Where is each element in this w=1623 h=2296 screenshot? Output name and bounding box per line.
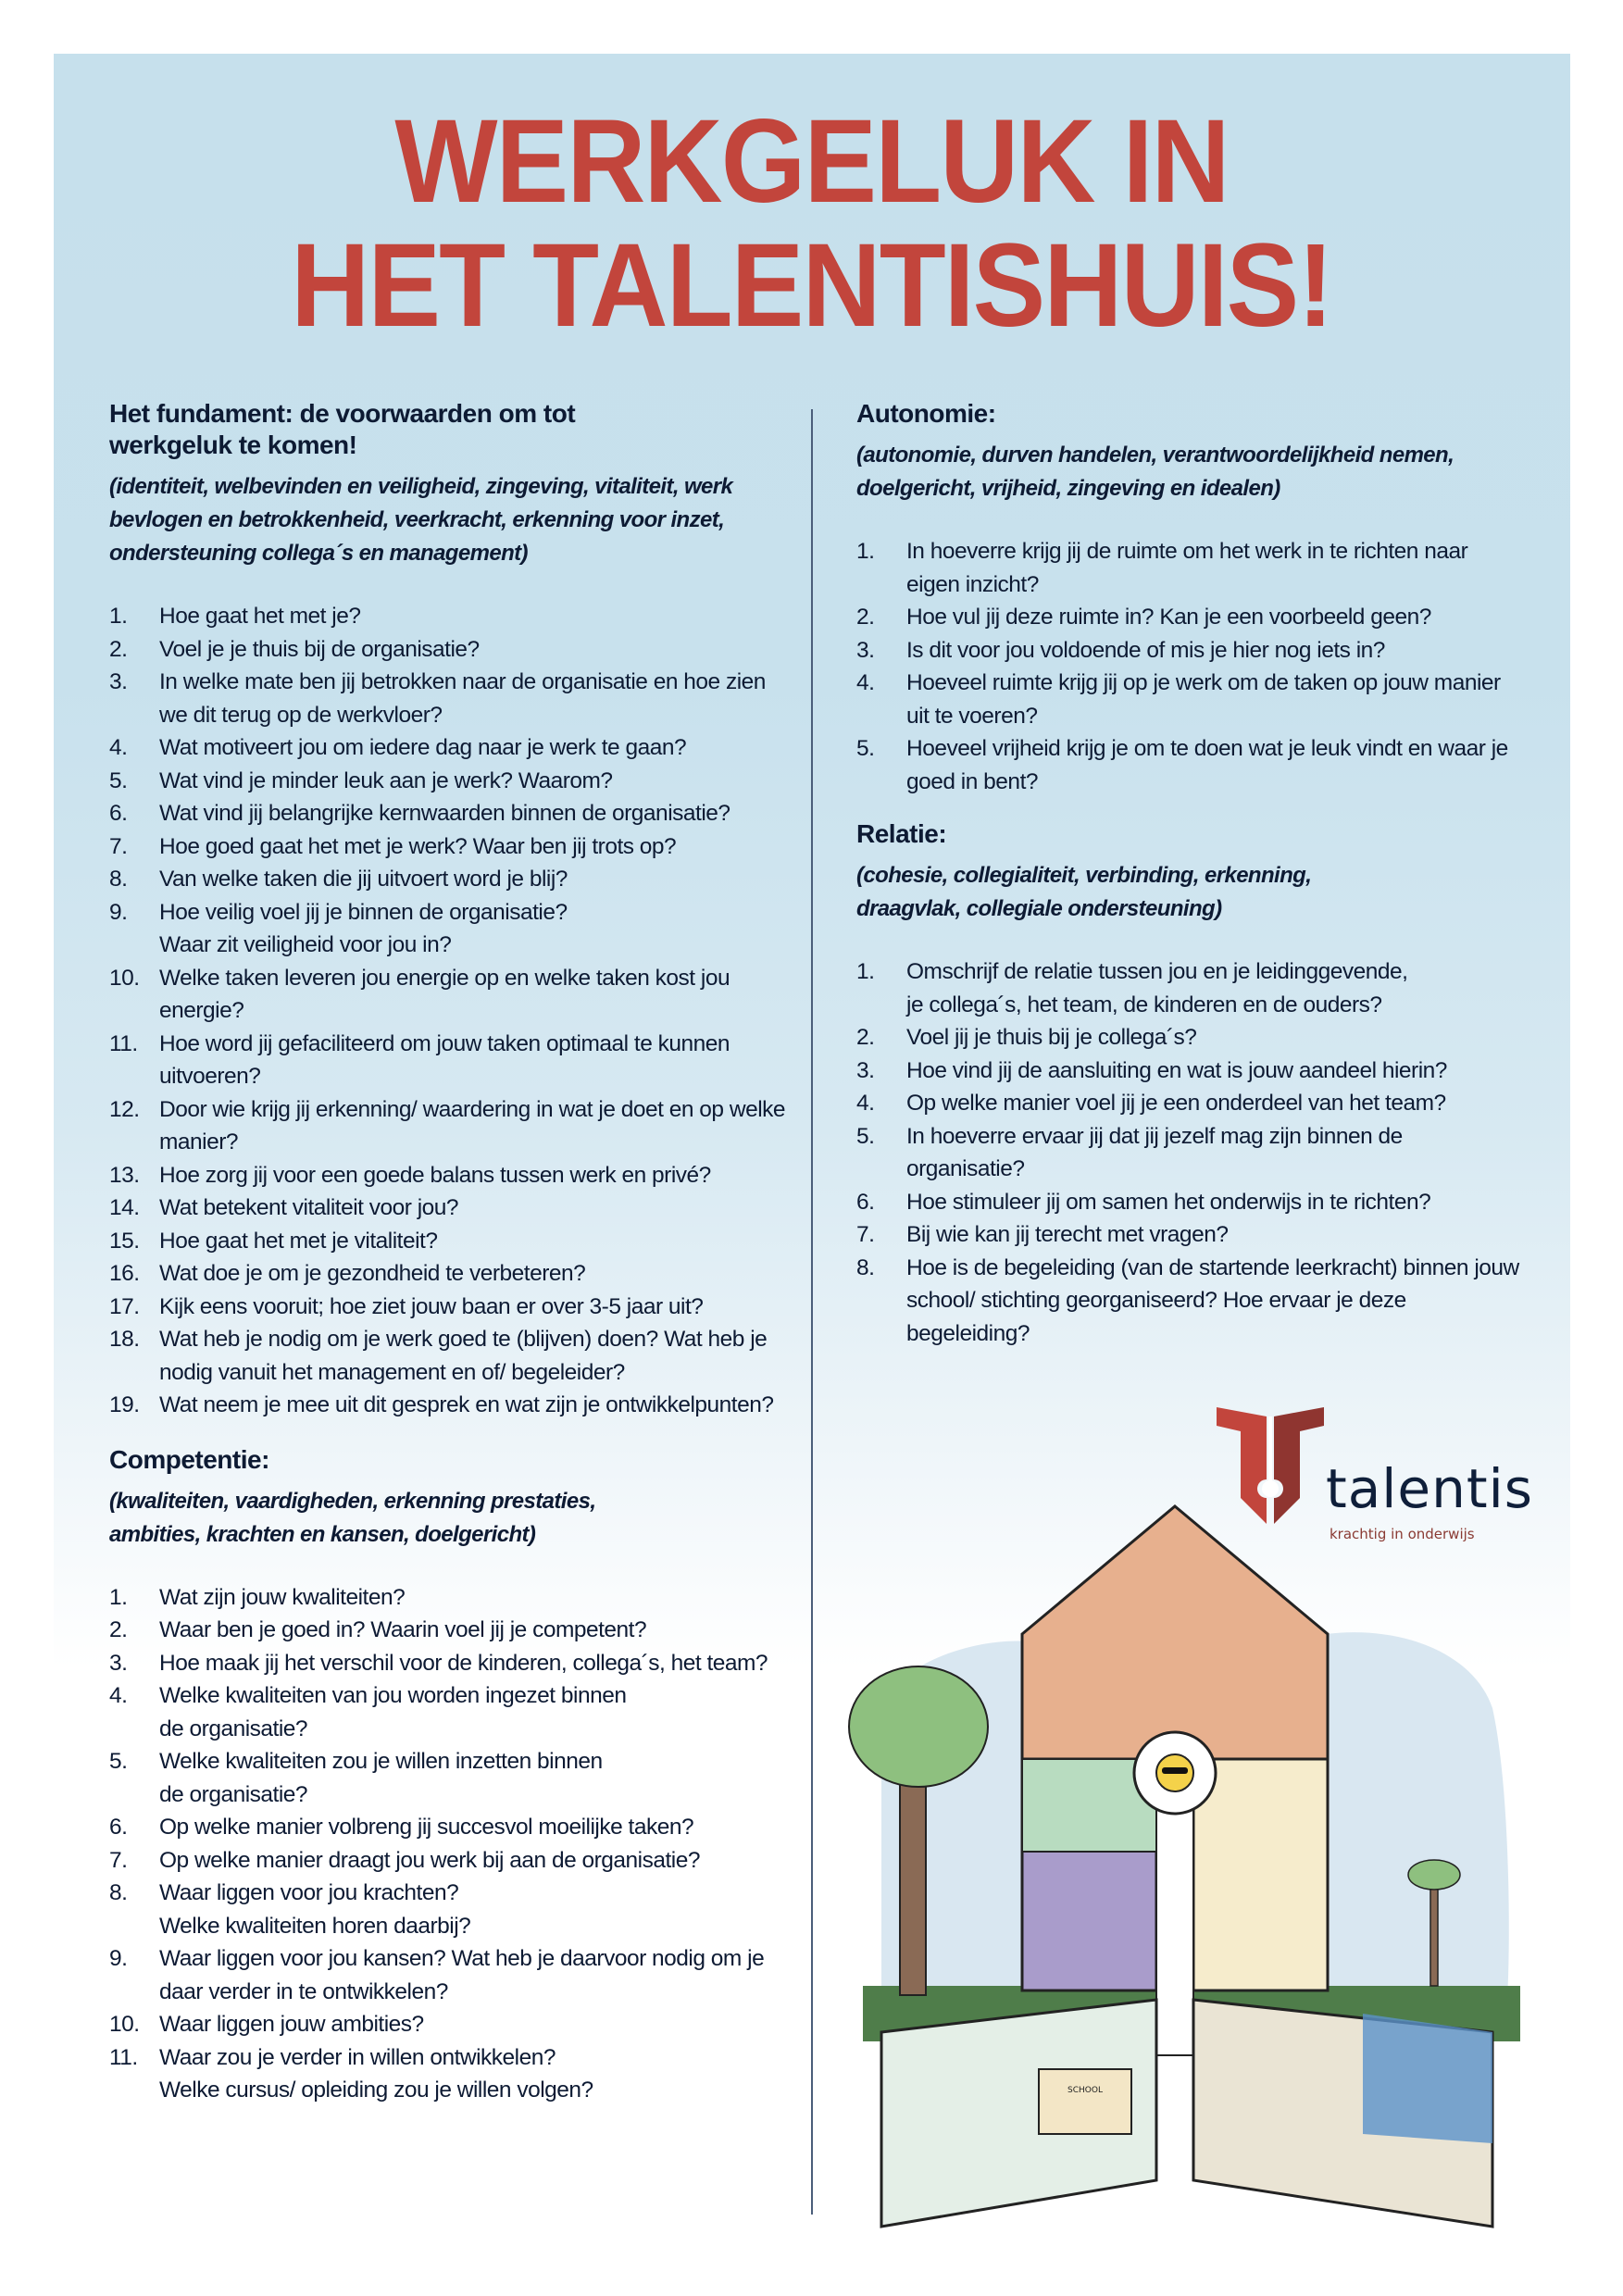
question-text: Welke kwaliteiten van jou worden ingezet binnen de organisatie?: [159, 1683, 627, 1741]
question-item: [109, 1811, 794, 1844]
question-item: [109, 1877, 794, 1942]
question-number: 7.: [109, 1847, 128, 1873]
question-number: 3.: [109, 669, 128, 694]
section-title: Het fundament: de voorwaarden om tot werkgeluk te komen!: [109, 399, 576, 459]
question-number: 16.: [109, 1261, 140, 1286]
question-item: [856, 535, 1523, 601]
blue-sky-panel: [1363, 2014, 1492, 2143]
question-item: [109, 1159, 794, 1192]
question-item: [856, 1054, 1523, 1088]
question-text: Wat vind jij belangrijke kernwaarden binnen de organisatie?: [159, 801, 730, 826]
question-text: Op welke manier draagt jou werk bij aan de organisatie?: [159, 1847, 700, 1873]
question-number: 5.: [856, 736, 875, 761]
question-number: 9.: [109, 899, 128, 925]
question-item: [856, 634, 1523, 668]
question-number: 8.: [856, 1254, 875, 1280]
question-number: 4.: [109, 1683, 128, 1708]
question-text: Wat motiveert jou om iedere dag naar je werk te gaan?: [159, 735, 687, 760]
question-item: [109, 633, 794, 667]
question-item: [856, 667, 1523, 732]
question-item: [109, 1225, 794, 1258]
question-text: In hoeverre ervaar jij dat jij jezelf mag zijn binnen de organisatie?: [906, 1123, 1403, 1181]
question-number: 2.: [109, 1617, 128, 1642]
section-competentie: [109, 1444, 794, 2107]
question-number: 7.: [856, 1222, 875, 1247]
question-text: Hoe goed gaat het met je werk? Waar ben jij trots op?: [159, 833, 677, 859]
question-text: Op welke manier voel jij je een onderdeel van het team?: [906, 1091, 1446, 1116]
school-sign: SCHOOL: [1067, 2086, 1103, 2095]
section-subtitle: (kwaliteiten, vaardigheden, erkenning prestaties, ambities, krachten en kansen, doelgericht): [109, 1488, 596, 1547]
question-text: Hoe stimuleer jij om samen het onderwijs in te richten?: [906, 1189, 1431, 1215]
question-number: 7.: [109, 833, 128, 859]
question-item: [109, 666, 794, 731]
question-item: [856, 601, 1523, 634]
talentis-house-illustration: [844, 1495, 1557, 2236]
question-number: 9.: [109, 1946, 128, 1971]
question-item: [109, 1581, 794, 1615]
section-fundament: [109, 398, 794, 1422]
question-text: Kijk eens vooruit; hoe ziet jouw baan er over 3-5 jaar uit?: [159, 1293, 704, 1319]
question-item: [109, 1093, 794, 1159]
question-number: 10.: [109, 965, 140, 991]
question-number: 13.: [109, 1162, 140, 1188]
question-number: 6.: [109, 801, 128, 826]
question-number: 4.: [856, 670, 875, 695]
question-text: Op welke manier volbreng jij succesvol moeilijke taken?: [159, 1815, 694, 1840]
section-autonomie: [856, 398, 1523, 798]
question-text: Wat betekent vitaliteit voor jou?: [159, 1195, 459, 1220]
question-number: 11.: [109, 1030, 138, 1056]
question-text: Hoe zorg jij voor een goede balans tussen werk en privé?: [159, 1162, 711, 1188]
logo-wordmark: talentis: [1326, 1457, 1533, 1520]
question-number: 1.: [856, 539, 875, 564]
question-text: Hoe gaat het met je?: [159, 604, 361, 629]
question-item: [109, 1291, 794, 1324]
question-text: Wat neem je mee uit dit gesprek en wat zijn je ontwikkelpunten?: [159, 1392, 774, 1417]
poster-title: [65, 95, 1558, 352]
question-number: 1.: [856, 959, 875, 984]
question-text: Van welke taken die jij uitvoert word je blij?: [159, 867, 568, 892]
question-number: 18.: [109, 1327, 140, 1352]
question-text: Hoe maak jij het verschil voor de kinderen, collega´s, het team?: [159, 1650, 768, 1676]
section-title: Relatie:: [856, 819, 947, 848]
question-text: Waar zou je verder in willen ontwikkelen? Welke cursus/ opleiding zou je willen volgen?: [159, 2044, 593, 2103]
question-number: 15.: [109, 1228, 140, 1254]
question-item: [109, 765, 794, 798]
question-item: [109, 2041, 794, 2107]
question-text: Wat heb je nodig om je werk goed te (blijven) doen? Wat heb je nodig vanuit het management en of/ begeleider?: [159, 1327, 768, 1385]
question-text: Hoe word jij gefaciliteerd om jouw taken optimaal te kunnen uitvoeren?: [159, 1030, 730, 1089]
school-building: [1039, 2069, 1131, 2134]
question-text: In hoeverre krijg jij de ruimte om het werk in te richten naar eigen inzicht?: [906, 539, 1468, 597]
question-text: Voel je je thuis bij de organisatie?: [159, 636, 480, 662]
question-item: [856, 732, 1523, 798]
question-text: Waar ben je goed in? Waarin voel jij je competent?: [159, 1617, 647, 1642]
left-column: [109, 398, 794, 2128]
question-item: [109, 2008, 794, 2041]
question-item: [109, 1679, 794, 1745]
question-number: 14.: [109, 1195, 140, 1220]
question-item: [856, 1087, 1523, 1120]
question-text: Waar liggen voor jou krachten? Welke kwaliteiten horen daarbij?: [159, 1880, 471, 1939]
question-item: [109, 731, 794, 765]
question-item: [856, 1252, 1523, 1351]
question-number: 2.: [856, 1025, 875, 1050]
question-number: 4.: [109, 735, 128, 760]
question-number: 6.: [109, 1815, 128, 1840]
question-text: Hoe veilig voel jij je binnen de organisatie? Waar zit veiligheid voor jou in?: [159, 899, 568, 957]
question-item: [109, 1257, 794, 1291]
question-list: [856, 955, 1523, 1350]
question-text: Wat doe je om je gezondheid te verbeteren?: [159, 1261, 586, 1286]
question-text: Bij wie kan jij terecht met vragen?: [906, 1222, 1229, 1247]
question-list: [109, 600, 794, 1422]
question-text: Is dit voor jou voldoende of mis je hier nog iets in?: [906, 637, 1385, 663]
question-text: Hoe gaat het met je vitaliteit?: [159, 1228, 438, 1254]
question-text: Voel jij je thuis bij je collega´s?: [906, 1025, 1197, 1050]
question-number: 11.: [109, 2044, 138, 2070]
question-item: [856, 1021, 1523, 1054]
section-subtitle: (autonomie, durven handelen, verantwoordelijkheid nemen, doelgericht, vrijheid, zingeving en idealen): [856, 443, 1454, 501]
question-number: 5.: [109, 767, 128, 793]
question-item: [109, 1844, 794, 1878]
question-item: [109, 1942, 794, 2008]
question-text: Hoeveel vrijheid krijg je om te doen wat je leuk vindt en waar je goed in bent?: [906, 736, 1508, 794]
question-number: 8.: [109, 867, 128, 892]
question-text: Hoe vul jij deze ruimte in? Kan je een voorbeeld geen?: [906, 605, 1431, 630]
question-number: 3.: [109, 1650, 128, 1676]
question-text: Wat zijn jouw kwaliteiten?: [159, 1584, 406, 1610]
title-line-2: HET TALENTISHUIS!: [291, 219, 1332, 352]
question-number: 8.: [109, 1880, 128, 1905]
question-number: 5.: [856, 1123, 875, 1149]
column-divider: [811, 409, 813, 2215]
question-item: [109, 797, 794, 830]
question-number: 5.: [109, 1749, 128, 1774]
section-subtitle: (cohesie, collegialiteit, verbinding, erkenning, draagvlak, collegiale ondersteuning): [856, 863, 1312, 921]
question-number: 2.: [856, 605, 875, 630]
question-number: 3.: [856, 637, 875, 663]
title-line-1: WERKGELUK IN: [394, 95, 1229, 228]
logo-tagline: krachtig in onderwijs: [1330, 1526, 1475, 1542]
question-text: Wat vind je minder leuk aan je werk? Waarom?: [159, 767, 613, 793]
question-number: 1.: [109, 1584, 128, 1610]
question-item: [109, 1745, 794, 1811]
question-item: [109, 1647, 794, 1680]
question-item: [109, 830, 794, 864]
question-item: [109, 1192, 794, 1225]
question-number: 3.: [856, 1057, 875, 1083]
section-title: Competentie:: [109, 1444, 269, 1474]
question-item: [109, 863, 794, 896]
question-text: Waar liggen voor jou kansen? Wat heb je daarvoor nodig om je daar verder in te ontwikkelen?: [159, 1946, 765, 2004]
question-text: Hoe vind jij de aansluiting en wat is jouw aandeel hierin?: [906, 1057, 1447, 1083]
question-item: [109, 1614, 794, 1647]
question-item: [109, 1389, 794, 1422]
question-text: Omschrijf de relatie tussen jou en je leidinggevende, je collega´s, het team, de kinderen en de ouders?: [906, 959, 1408, 1017]
question-text: Waar liggen jouw ambities?: [159, 2012, 424, 2037]
question-item: [856, 955, 1523, 1021]
sun-glasses: [1162, 1767, 1188, 1774]
question-item: [109, 600, 794, 633]
question-text: Hoe is de begeleiding (van de startende leerkracht) binnen jouw school/ stichting georganiseerd? Hoe ervaar je deze begeleiding?: [906, 1254, 1519, 1346]
question-number: 1.: [109, 604, 128, 629]
house-right-floor: [1193, 1759, 1328, 1990]
question-number: 17.: [109, 1293, 140, 1319]
question-number: 2.: [109, 636, 128, 662]
question-item: [109, 896, 794, 962]
question-item: [856, 1120, 1523, 1186]
question-item: [109, 962, 794, 1028]
question-number: 4.: [856, 1091, 875, 1116]
question-number: 12.: [109, 1096, 140, 1122]
question-text: Door wie krijg jij erkenning/ waardering in wat je doet en op welke manier?: [159, 1096, 786, 1154]
section-subtitle: (identiteit, welbevinden en veiligheid, zingeving, vitaliteit, werk bevlogen en betrokkenheid, veerkracht, erkenning voor inzet, ondersteuning collega´s en management): [109, 474, 733, 566]
section-title: Autonomie:: [856, 399, 996, 428]
question-text: In welke mate ben jij betrokken naar de organisatie en hoe zien we dit terug op de werkvloer?: [159, 669, 766, 728]
question-item: [856, 1186, 1523, 1219]
question-item: [109, 1323, 794, 1389]
question-text: Welke taken leveren jou energie op en welke taken kost jou energie?: [159, 965, 730, 1023]
section-relatie: [856, 818, 1523, 1350]
question-number: 19.: [109, 1392, 140, 1417]
question-text: Hoeveel ruimte krijg jij op je werk om de taken op jouw manier uit te voeren?: [906, 670, 1501, 729]
question-text: Welke kwaliteiten zou je willen inzetten binnen de organisatie?: [159, 1749, 603, 1807]
question-list: [856, 535, 1523, 798]
house-roof: [1022, 1506, 1328, 1759]
right-column: [856, 398, 1523, 1370]
question-list: [109, 1581, 794, 2107]
question-item: [856, 1218, 1523, 1252]
question-number: 6.: [856, 1189, 875, 1215]
question-item: [109, 1028, 794, 1093]
question-number: 10.: [109, 2012, 140, 2037]
